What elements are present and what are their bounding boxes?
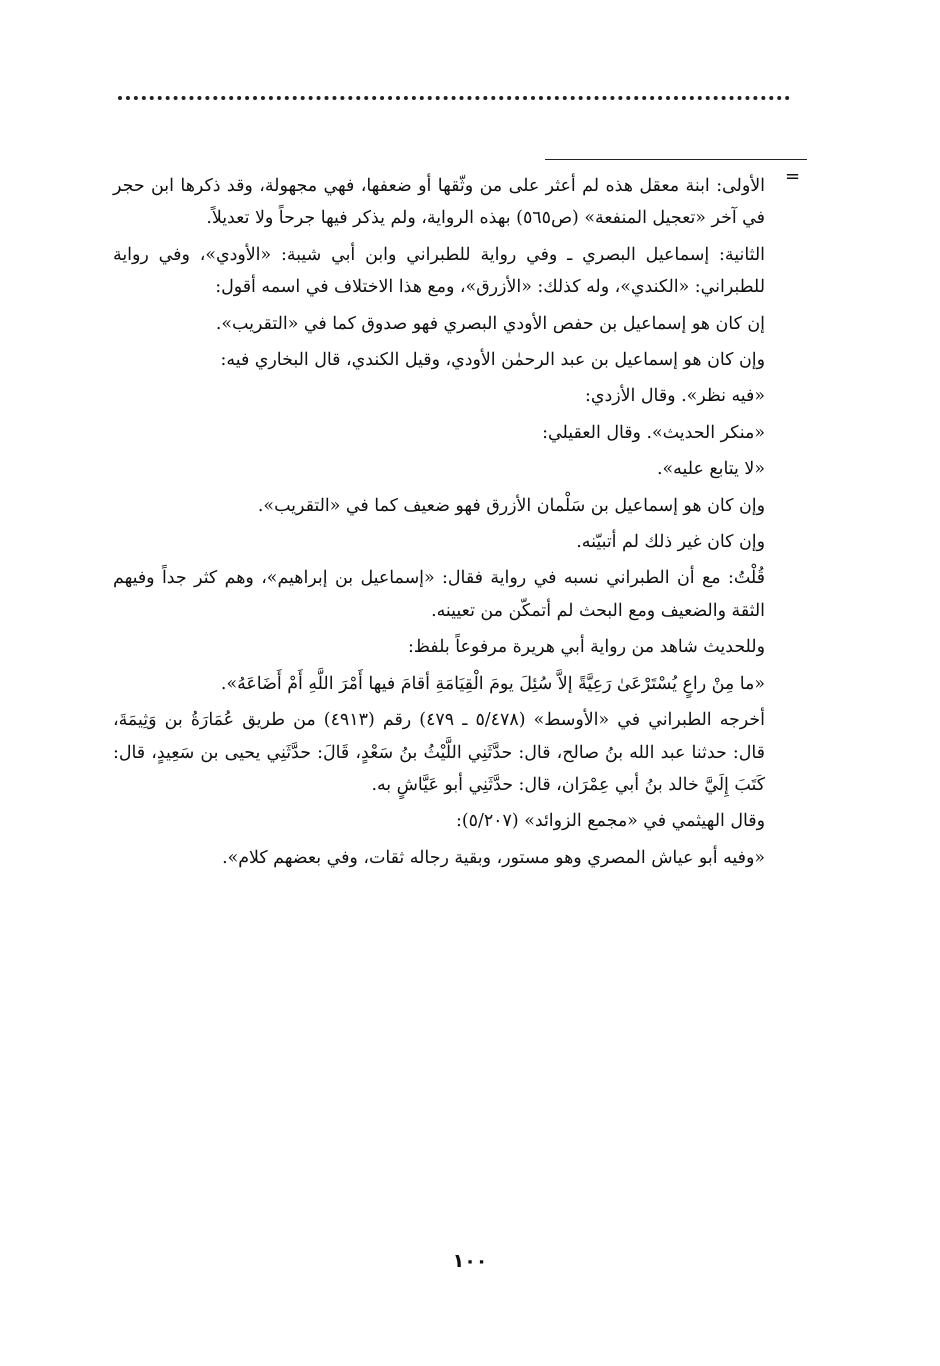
continuation-mark: = [785,166,801,187]
paragraph-shahid: وللحديث شاهد من رواية أبي هريرة مرفوعاً بلفظ: [407,637,765,658]
paragraph-ismail-hafs: إن كان هو إسماعيل بن حفص الأودي البصري فهو صدوق كما في «التقريب». [215,313,765,334]
header-dotted-rule [118,96,790,100]
paragraph-ismail-abdulrahman: وإن كان هو إسماعيل بن عبد الرحمٰن الأودي، وقيل الكندي، قال البخاري فيه: [220,350,765,371]
page-number: ١٠٠ [452,1250,488,1272]
paragraph-unidentified: وإن كان غير ذلك لم أتبيّنه. [576,532,765,553]
paragraph-qultu: قُلْتُ: مع أن الطبراني نسبه في رواية فقال: «إسماعيل بن إبراهيم»، وهم كثر جداً وفيهم الثقة والضعيف ومع البحث لم أتمكّن من تعيينه. [113,568,765,621]
paragraph-ismail-salman: وإن كان هو إسماعيل بن سَلْمان الأزرق فهو ضعيف كما في «التقريب». [257,495,765,516]
hadith-text: «ما مِنْ راعٍ يُسْتَرْعَىٰ رَعِيَّةً إلاَّ سُئِلَ يومَ الْقِيَامَةِ أقامَ فيها أَمْرَ اللَّهِ أَمْ أَضَاعَهُ». [220,673,765,694]
paragraph-first-note: الأولى: ابنة معقل هذه لم أعثر على من وثّقها أو ضعفها، فهي مجهولة، وقد ذكرها ابن حجر في آخر «تعجيل المنفعة» (ص٥٦٥) بهذه الرواية، ولم يذكر فيها جرحاً ولا تعديلاً. [113,176,765,229]
paragraph-second-note: الثانية: إسماعيل البصري ـ وفي رواية للطبراني وابن أبي شيبة: «الأودي»، وفي رواية للطبراني: «الكندي»، وله كذلك: «الأزرق»، ومع هذا الاختلاف في اسمه أقول: [113,244,765,298]
footnote-separator-rule [545,159,807,160]
quote-uqaili: «لا يتابع عليه». [657,459,765,480]
quote-haythami: «وفيه أبو عياش المصري وهو مستور، وبقية رجاله ثقات، وفي بعضهم كلام». [222,847,765,868]
quote-bukhari: «فيه نظر». وقال الأزدي: [585,386,765,407]
paragraph-takhrij: أخرجه الطبراني في «الأوسط» (٥/٤٧٨ ـ ٤٧٩) رقم (٤٩١٣) من طريق عُمَارَةُ بن وَثِيمَةَ، قال: حدثنا عبد الله بنُ صالح، قال: حدَّثَنِي اللَّيْثُ بنُ سَعْدٍ، قَالَ: حدَّثَنِي يحيى بن سَعِيدٍ، قال: كَتَبَ إِلَيَّ خالد بنُ أبي عِمْرَان، قال: حدَّثَنِي أبو عَيَّاشٍ به. [113,710,765,795]
footnote-body [113,170,765,878]
paragraph-haythami: وقال الهيثمي في «مجمع الزوائد» (٥/٢٠٧): [455,811,765,832]
quote-azdi: «منكر الحديث». وقال العقيلي: [542,422,765,443]
